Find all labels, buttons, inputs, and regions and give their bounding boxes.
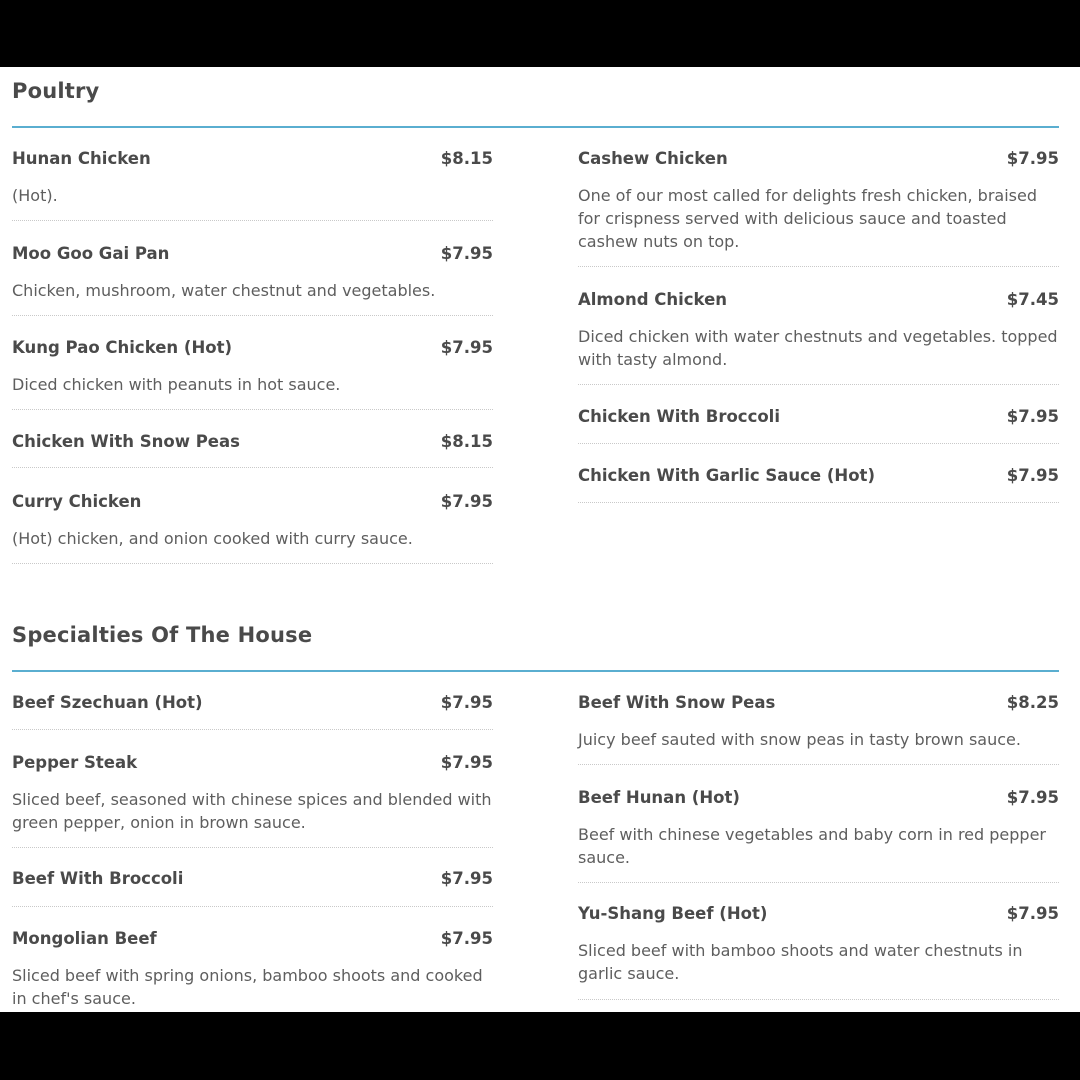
item-description: Sliced beef with bamboo shoots and water chestnuts in garlic sauce.: [578, 941, 1023, 983]
item-description: Juicy beef sauted with snow peas in tasty brown sauce.: [578, 730, 1021, 749]
item-price: $7.95: [1006, 788, 1059, 807]
item-divider: [12, 409, 493, 410]
item-divider: [12, 220, 493, 221]
item-description: Sliced beef, seasoned with chinese spices and blended with green pepper, onion in brown sauce.: [12, 790, 492, 832]
menu-item-kung-pao-chicken: [12, 338, 493, 396]
item-price: $7.95: [1006, 149, 1059, 168]
menu-item-cashew-chicken: [578, 149, 1059, 253]
item-divider: [578, 764, 1059, 765]
item-name: Beef Szechuan (Hot): [12, 693, 203, 712]
item-name: Yu-Shang Beef (Hot): [578, 904, 768, 923]
menu-item-chicken-with-garlic-sauce: [578, 466, 1059, 488]
item-description: Chicken, mushroom, water chestnut and vegetables.: [12, 281, 436, 300]
menu-item-chicken-with-snow-peas: [12, 432, 493, 454]
item-description: One of our most called for delights fresh chicken, braised for crispness served with delicious sauce and toasted cashew nuts on top.: [578, 186, 1037, 251]
item-name: Beef With Snow Peas: [578, 693, 776, 712]
section-divider: [12, 126, 1059, 128]
item-name: Chicken With Garlic Sauce (Hot): [578, 466, 875, 485]
item-divider: [12, 847, 493, 848]
item-name: Beef Hunan (Hot): [578, 788, 740, 807]
menu-item-mongolian-beef: [12, 929, 493, 1010]
item-price: $7.95: [440, 693, 493, 712]
item-description: Diced chicken with peanuts in hot sauce.: [12, 375, 341, 394]
item-name: Beef With Broccoli: [12, 869, 184, 888]
item-name: Cashew Chicken: [578, 149, 728, 168]
menu-item-beef-with-broccoli: [12, 869, 493, 891]
item-price: $7.95: [1006, 407, 1059, 426]
item-divider: [578, 882, 1059, 883]
menu-item-beef-with-snow-peas: [578, 693, 1059, 751]
item-name: Pepper Steak: [12, 753, 138, 772]
menu-item-almond-chicken: [578, 290, 1059, 371]
item-name: Moo Goo Gai Pan: [12, 244, 170, 263]
item-price: $7.95: [440, 929, 493, 948]
item-divider: [578, 443, 1059, 444]
item-description: Beef with chinese vegetables and baby corn in red pepper sauce.: [578, 825, 1046, 867]
item-price: $7.95: [440, 753, 493, 772]
item-price: $8.25: [1006, 693, 1059, 712]
section-title-poultry: Poultry: [12, 79, 100, 103]
item-price: $8.15: [440, 432, 493, 451]
item-name: Almond Chicken: [578, 290, 728, 309]
menu-item-hunan-chicken: [12, 149, 493, 207]
item-divider: [578, 384, 1059, 385]
menu-item-beef-szechuan: [12, 693, 493, 715]
item-divider: [12, 906, 493, 907]
item-description: (Hot).: [12, 186, 58, 205]
item-price: $7.95: [1006, 904, 1059, 923]
item-divider: [12, 315, 493, 316]
item-description: (Hot) chicken, and onion cooked with curry sauce.: [12, 529, 413, 548]
item-name: Mongolian Beef: [12, 929, 157, 948]
section-divider: [12, 670, 1059, 672]
item-price: $8.15: [440, 149, 493, 168]
item-description: Diced chicken with water chestnuts and vegetables. topped with tasty almond.: [578, 327, 1058, 369]
item-price: $7.95: [440, 244, 493, 263]
menu-item-pepper-steak: [12, 753, 493, 834]
item-name: Chicken With Broccoli: [578, 407, 780, 426]
menu-item-curry-chicken: [12, 492, 493, 550]
section-title-specialties: Specialties Of The House: [12, 623, 313, 647]
item-name: Hunan Chicken: [12, 149, 151, 168]
item-description: Sliced beef with spring onions, bamboo shoots and cooked in chef's sauce.: [12, 966, 483, 1008]
menu-page: [0, 67, 1080, 1012]
item-price: $7.45: [1006, 290, 1059, 309]
menu-item-moo-goo-gai-pan: [12, 244, 493, 302]
item-divider: [578, 266, 1059, 267]
item-name: Chicken With Snow Peas: [12, 432, 240, 451]
item-divider: [578, 999, 1059, 1000]
item-price: $7.95: [440, 338, 493, 357]
item-name: Curry Chicken: [12, 492, 142, 511]
menu-item-yu-shang-beef: [578, 904, 1059, 985]
menu-item-beef-hunan: [578, 788, 1059, 869]
item-divider: [12, 563, 493, 564]
item-divider: [12, 467, 493, 468]
item-name: Kung Pao Chicken (Hot): [12, 338, 233, 357]
item-divider: [578, 502, 1059, 503]
item-price: $7.95: [1006, 466, 1059, 485]
item-price: $7.95: [440, 492, 493, 511]
item-price: $7.95: [440, 869, 493, 888]
menu-item-chicken-with-broccoli: [578, 407, 1059, 429]
item-divider: [12, 729, 493, 730]
